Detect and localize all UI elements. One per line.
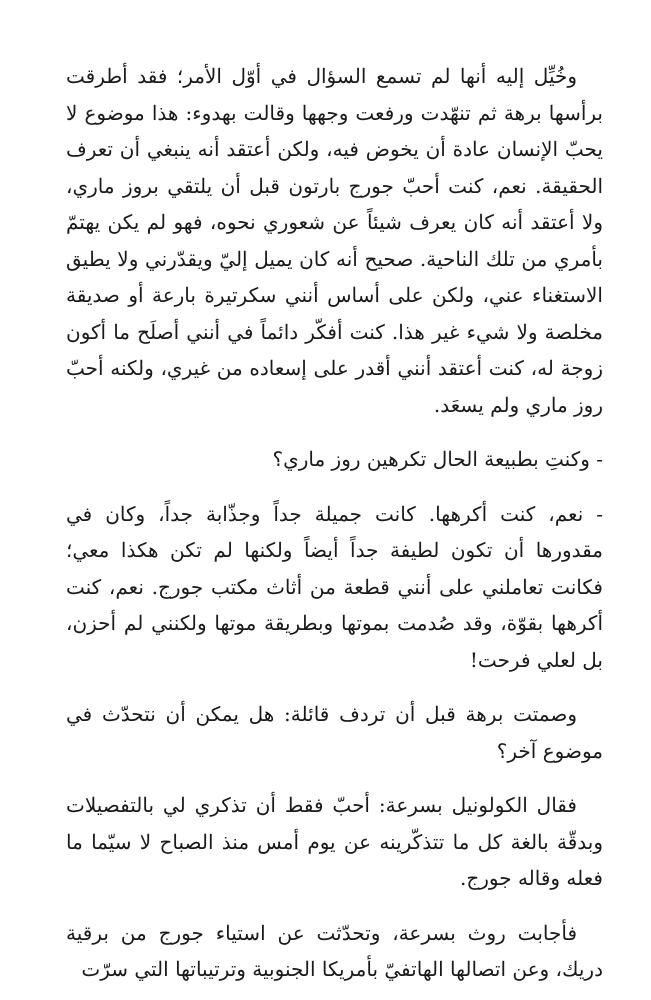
paragraph-6: فأجابت روث بسرعة، وتحدّثت عن استياء جورج من برقية دريك، وعن اتصالها الهاتفيّ بأمريكا الجنوبية وترتيباتها التي سرّت (66, 920, 603, 981)
paragraph-5: فقال الكولونيل بسرعة: أحبّ فقط أن تذكري لي بالتفصيلات وبدقّة بالغة كل ما تتذكّرينه عن يوم أمس منذ الصباح لا سيّما ما فعله وقاله جورج. (66, 793, 603, 890)
paragraph-1: وخُيِّل إليه أنها لم تسمع السؤال في أوّل الأمر؛ فقد أطرقت برأسها برهة ثم تنهّدت ورفعت وجهها وقالت بهدوء: هذا موضوع لا يحبّ الإنسان عادة أن يخوض فيه، ولكن أعتقد أنه ينبغي أن تعرف الحقيقة. نعم، كنت أحبّ جورج بارتون قبل أن يلتقي بروز ماري، ولا أعتقد أنه كان يعرف شيئاً عن شعوري نحوه، فهو لم يكن يهتمّ بأمري من تلك الناحية. صحيح أنه كان يميل إليّ ويقدّرني ولا يطيق الاستغناء عني، ولكن على أساس أنني سكرتيرة بارعة أو صديقة مخلصة ولا شيء غير هذا. كنت أفكّر دائماً في أنني أصلَح ما أكون زوجة له، كنت أعتقد أنني أقدر على إسعاده من غيري، ولكنه أحبّ روز ماري ولم يسعَد. (66, 64, 604, 417)
paragraph-3-answer: - نعم، كنت أكرهها. كانت جميلة جداً وجذّابة جداً، وكان في مقدورها أن تكون لطيفة جداً أيضاً ولكنها لم تكن هكذا معي؛ فكانت تعاملني على أنني قطعة من أثاث مكتب جورج. نعم، كنت أكرهها بقوّة، وقد صُدمت بموتها وبطريقة موتها ولكنني لم أحزن، بل لعلي فرحت! (66, 501, 603, 672)
paragraph-2-question: - وكنتِ بطبيعة الحال تكرهين روز ماري؟ (272, 447, 603, 471)
page-body (66, 58, 603, 1000)
paragraph-4: وصمتت برهة قبل أن تردف قائلة: هل يمكن أن نتحدّث في موضوع آخر؟ (66, 702, 603, 763)
